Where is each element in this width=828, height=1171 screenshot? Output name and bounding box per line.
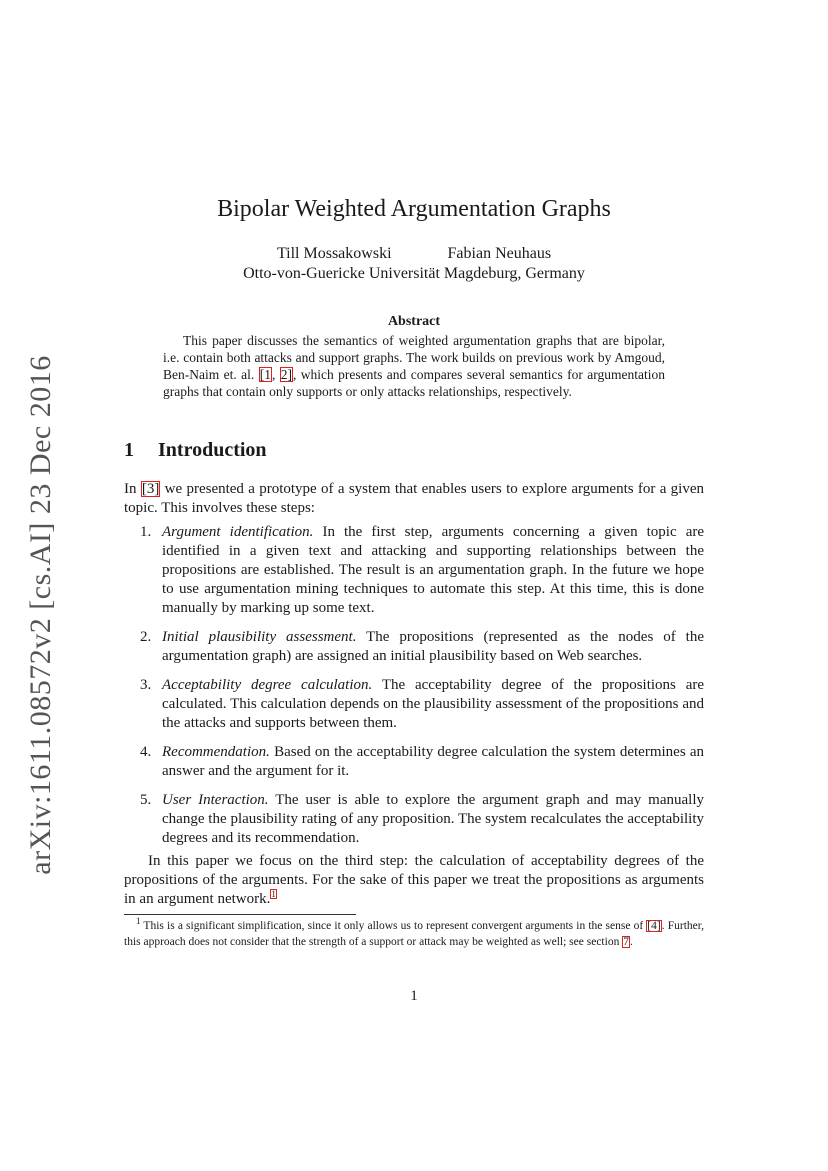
steps-list [124, 523, 704, 858]
step-body: In the first step, arguments concerning a given topic are identified in a given text and attacking and supporting relationships between the propositions are established. The result is an argumentation graph. In the future we hope to use argumentation mining techniques to automate this step. At this time, this is done manually by marking up some text. [162, 524, 705, 616]
citation-link[interactable]: [3] [141, 481, 160, 497]
citation-separator: , [271, 367, 280, 382]
step-heading: Acceptability degree calculation. [162, 677, 373, 693]
author-name: Till Mossakowski [276, 245, 392, 262]
abstract-body [163, 332, 665, 400]
intro-paragraph [124, 480, 704, 518]
list-item [124, 791, 704, 848]
section-heading [124, 439, 267, 462]
abstract-heading: Abstract [387, 314, 441, 329]
citation-link[interactable]: [4] [647, 920, 661, 932]
list-number: 4. [140, 744, 152, 760]
page-number: 1 [410, 988, 418, 1004]
paragraph-text: we presented a prototype of a system that enables users to explore arguments for a given topic. This involves these steps: [124, 481, 705, 516]
step-body: The user is able to explore the argument graph and may manually change the plausibility rating of any proposition. The system recalculates the acceptability degrees and its recommendation. [162, 792, 704, 846]
arxiv-identifier: arXiv:1611.08572v2 [cs.AI] 23 Dec 2016 [24, 355, 57, 875]
paragraph-text: In this paper we focus on the third step: the calculation of acceptability degrees of the propositions of the arguments. For the sake of this paper we treat the propositions as arguments in an argument network. [124, 853, 704, 907]
footnote [124, 918, 704, 950]
author-name: Fabian Neuhaus [447, 245, 552, 262]
footnote-text: This is a significant simplification, since it only allows us to represent convergent arguments in the sense of [140, 920, 647, 932]
list-item [124, 628, 704, 666]
list-item [124, 676, 704, 733]
list-number: 2. [140, 629, 152, 645]
list-number: 3. [140, 677, 152, 693]
step-heading: User Interaction. [162, 792, 269, 808]
citation-link[interactable]: 2] [280, 367, 292, 382]
footnote-marker-link[interactable]: 1 [271, 889, 276, 899]
step-body: Based on the acceptability degree calculation the system determines an answer and the argument for it. [162, 744, 704, 779]
paragraph-text: In [124, 481, 141, 497]
body-paragraph [124, 852, 704, 909]
step-heading: Recommendation. [162, 744, 270, 760]
step-body: The propositions (represented as the nodes of the argumentation graph) are assigned an initial plausibility based on Web searches. [162, 629, 704, 664]
list-number: 1. [140, 524, 152, 540]
section-number: 1 [124, 439, 134, 461]
list-number: 5. [140, 792, 152, 808]
citation-link[interactable]: [1 [259, 367, 271, 382]
footnote-text: . Further, this approach does not consider that the strength of a support or attack may be weighted as well; see section [124, 920, 705, 948]
abstract-text: This paper discusses the semantics of weighted argumentation graphs that are bipolar, i.e. contain both attacks and support graphs. The work builds on previous work by Amgoud, Ben-Naim et. al. [163, 333, 665, 382]
section-link[interactable]: 7 [623, 936, 629, 948]
footnote-marker: 1 [136, 916, 141, 927]
step-heading: Argument identification. [162, 524, 314, 540]
footnote-divider [124, 914, 356, 915]
author-block [0, 244, 828, 284]
list-item [124, 523, 704, 618]
step-body: The acceptability degree of the propositions are calculated. This calculation depends on the plausibility assessment of the propositions and the attacks and supports between them. [162, 677, 705, 731]
abstract-text: , which presents and compares several semantics for argumentation graphs that contain only supports or only attacks relationships, respectively. [163, 367, 665, 399]
section-title: Introduction [158, 439, 267, 461]
affiliation: Otto-von-Guericke Universität Magdeburg, Germany [243, 265, 585, 282]
list-item [124, 743, 704, 781]
footnote-text: . [629, 936, 633, 948]
step-heading: Initial plausibility assessment. [162, 629, 357, 645]
paper-title: Bipolar Weighted Argumentation Graphs [217, 196, 611, 222]
